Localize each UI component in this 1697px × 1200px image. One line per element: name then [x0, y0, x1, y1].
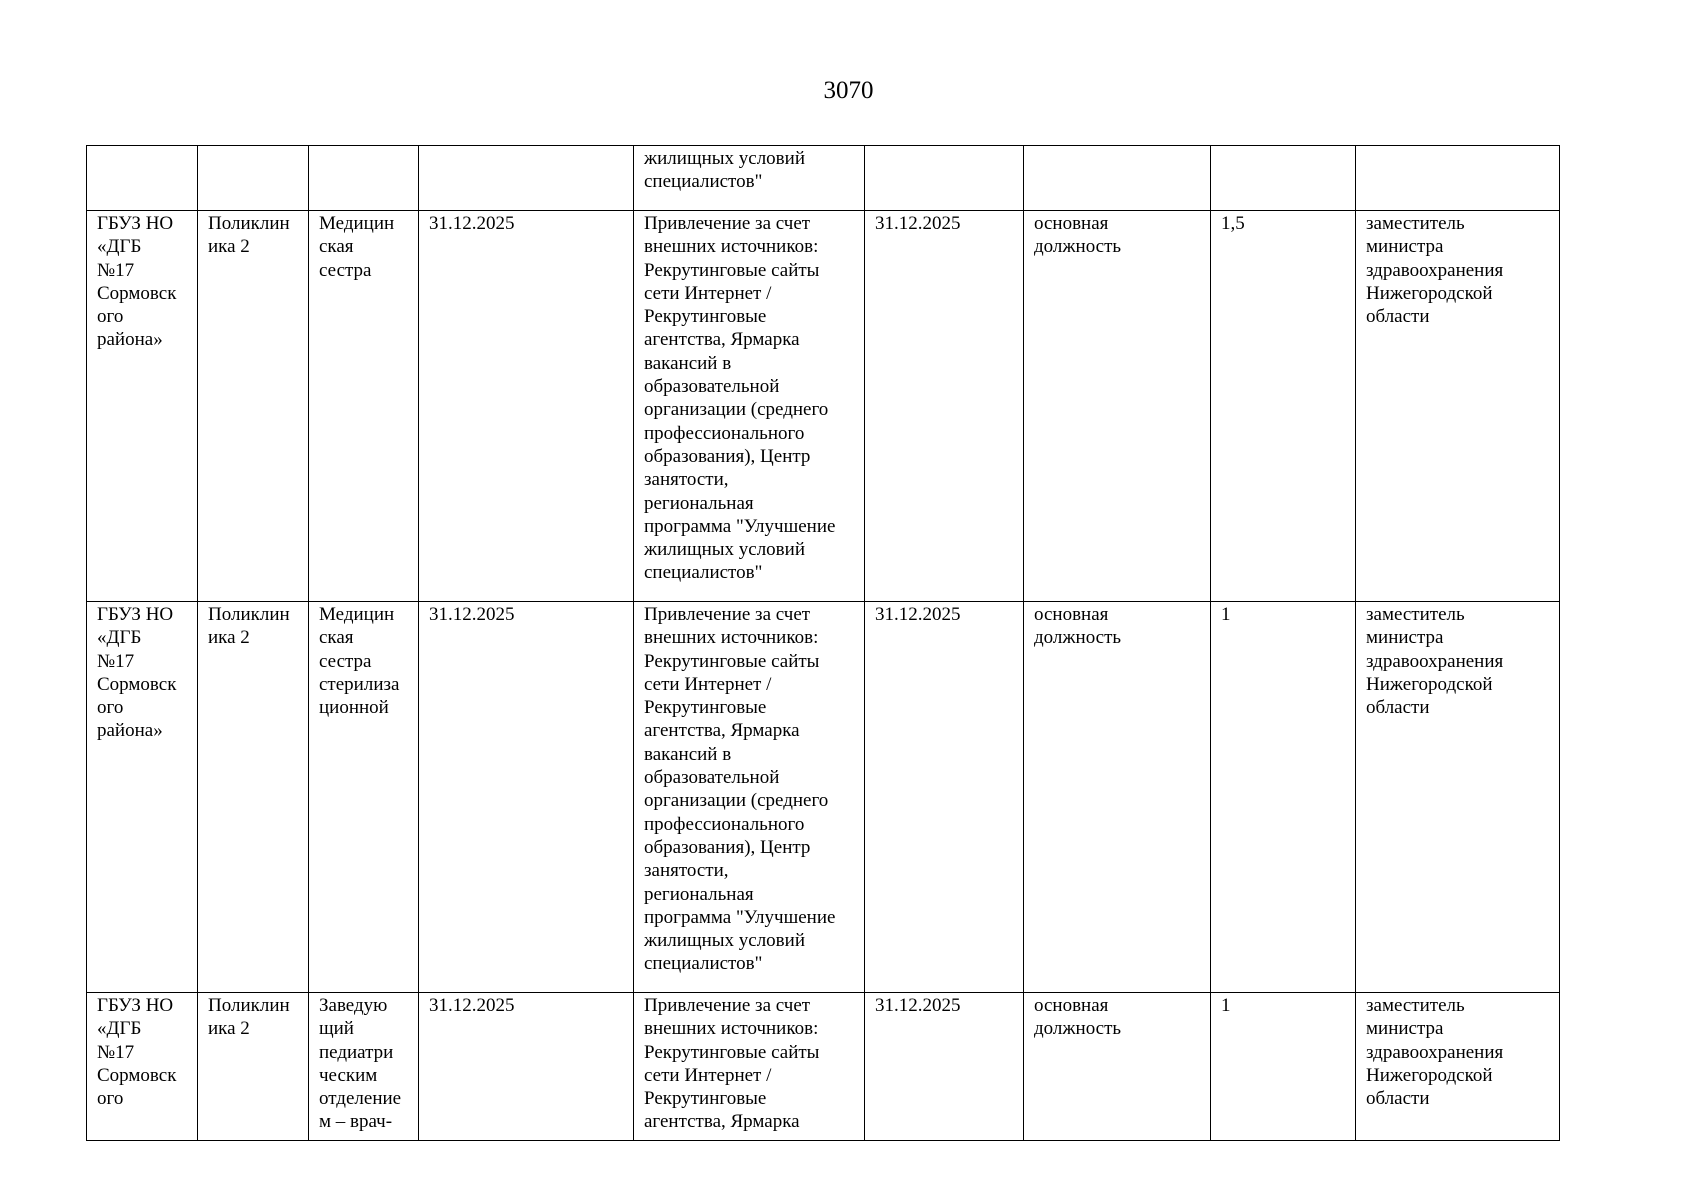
deadline-cell: 31.12.2025 [865, 993, 1024, 1141]
date-cell: 31.12.2025 [419, 211, 634, 602]
table-row [87, 146, 1560, 211]
deadline-cell [865, 146, 1024, 211]
responsible-cell: заместитель министра здравоохранения Нижегородской области [1356, 602, 1560, 993]
position-type-cell: основная должность [1024, 602, 1211, 993]
rate-cell: 1 [1211, 993, 1356, 1141]
responsible-cell [1356, 146, 1560, 211]
table-row [87, 211, 1560, 602]
position-type-cell: основная должность [1024, 993, 1211, 1141]
measures-cell: Привлечение за счет внешних источников: Рекрутинговые сайты сети Интернет / Рекрутинговые агентства, Ярмарка [634, 993, 865, 1141]
measures-cell: Привлечение за счет внешних источников: Рекрутинговые сайты сети Интернет / Рекрутинговые агентства, Ярмарка вакансий в образовательной организации (среднего профессионального образования), Центр занятости, региональная программа "Улучшение жилищных условий специалистов" [634, 602, 865, 993]
position-cell: Медицин ская сестра стерилиза ционной [309, 602, 419, 993]
position-cell: Медицин ская сестра [309, 211, 419, 602]
rate-cell [1211, 146, 1356, 211]
organization-cell [87, 146, 198, 211]
table-row [87, 602, 1560, 993]
responsible-cell: заместитель министра здравоохранения Нижегородской области [1356, 211, 1560, 602]
position-type-cell: основная должность [1024, 211, 1211, 602]
staffing-table [86, 145, 1560, 1141]
page-number: 3070 [823, 77, 874, 104]
organization-cell: ГБУЗ НО «ДГБ №17 Сормовск ого [87, 993, 198, 1141]
deadline-cell: 31.12.2025 [865, 602, 1024, 993]
date-cell: 31.12.2025 [419, 602, 634, 993]
table-row [87, 993, 1560, 1141]
department-cell: Поликлин ика 2 [198, 993, 309, 1141]
responsible-cell: заместитель министра здравоохранения Нижегородской области [1356, 993, 1560, 1141]
date-cell [419, 146, 634, 211]
date-cell: 31.12.2025 [419, 993, 634, 1141]
position-type-cell [1024, 146, 1211, 211]
organization-cell: ГБУЗ НО «ДГБ №17 Сормовск ого района» [87, 211, 198, 602]
position-cell [309, 146, 419, 211]
position-cell: Заведую щий педиатри ческим отделение м – врач- [309, 993, 419, 1141]
rate-cell: 1 [1211, 602, 1356, 993]
measures-cell: жилищных условий специалистов" [634, 146, 865, 211]
department-cell: Поликлин ика 2 [198, 602, 309, 993]
department-cell: Поликлин ика 2 [198, 211, 309, 602]
deadline-cell: 31.12.2025 [865, 211, 1024, 602]
department-cell [198, 146, 309, 211]
organization-cell: ГБУЗ НО «ДГБ №17 Сормовск ого района» [87, 602, 198, 993]
measures-cell: Привлечение за счет внешних источников: Рекрутинговые сайты сети Интернет / Рекрутинговые агентства, Ярмарка вакансий в образовательной организации (среднего профессионального образования), Центр занятости, региональная программа "Улучшение жилищных условий специалистов" [634, 211, 865, 602]
rate-cell: 1,5 [1211, 211, 1356, 602]
